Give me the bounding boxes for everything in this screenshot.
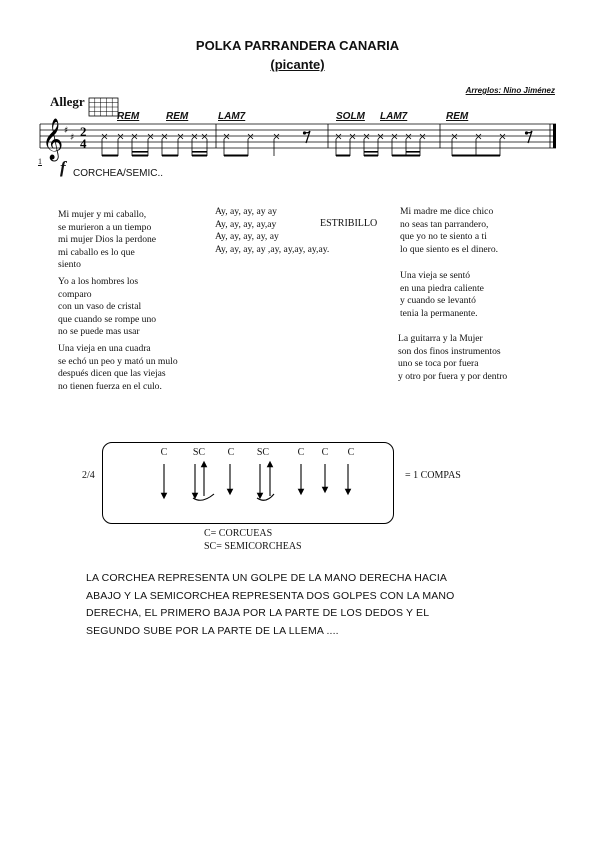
chord-label: SOLM xyxy=(336,111,365,122)
explanation-note: LA CORCHEA REPRESENTA UN GOLPE DE LA MANO DERECHA HACIA ABAJO Y LA SEMICORCHEA REPRESENTA DOS GOLPES CON LA MANO DERECHA, EL PRIMERO BAJA POR LA PARTE DE LOS DEDOS Y EL SEGUNDO SUBE POR LA PARTE DE LA LLEMA .... xyxy=(86,572,455,637)
verse-4: Mi madre me dice chico no seas tan parrandero, que yo no te siento a ti lo que siento es el dinero. xyxy=(400,206,499,255)
verse-5: Una vieja se sentó en una piedra caliente y cuando se levantó tenia la permanente. xyxy=(400,270,484,319)
dynamic-marking: f xyxy=(60,158,66,177)
measure-number: 1 xyxy=(38,157,42,166)
chord-label: LAM7 xyxy=(380,111,408,122)
strum-symbol: C xyxy=(160,447,168,458)
page-title: POLKA PARRANDERA CANARIA xyxy=(195,38,400,53)
chorus: Ay, ay, ay, ay ay Ay, ay, ay, ay,ay Ay, ay, ay, ay, ay Ay, ay, ay, ay ,ay, ay,ay, ay,ay. xyxy=(215,206,330,255)
verse-3: Una vieja en una cuadra se echó un peo y mató un mulo después dicen que las viejas no tienen fuerza en el culo. xyxy=(58,343,178,392)
verse-1: Mi mujer y mi caballo, se murieron a un tiempo mi mujer Dios la perdone mi caballo es lo que siento xyxy=(58,209,157,270)
music-staff xyxy=(36,98,560,178)
tempo-marking: Allegr xyxy=(50,94,85,109)
strum-symbol: C xyxy=(347,447,355,458)
strum-symbol: SC xyxy=(192,447,206,458)
strum-meter: 2/4 xyxy=(82,470,95,481)
chorus-label: ESTRIBILLO xyxy=(320,218,378,229)
chord-label: REM xyxy=(446,111,469,122)
chord-grid-icon xyxy=(89,98,118,116)
strum-symbol: C xyxy=(297,447,305,458)
verse-6: La guitarra y la Mujer son dos finos instrumentos uno se toca por fuera y otro por fuera y por dentro xyxy=(398,333,508,382)
svg-text:2: 2 xyxy=(80,124,87,139)
strum-symbol: SC xyxy=(256,447,270,458)
sharp-icon: ♯ xyxy=(64,126,69,136)
strum-arrows xyxy=(102,442,392,522)
treble-clef-icon: 𝄞 xyxy=(42,119,64,160)
sharp-icon: ♯ xyxy=(70,133,75,143)
page-subtitle: (picante) xyxy=(270,57,325,72)
arranger-credit: Arreglos: Nino Jiménez xyxy=(465,86,555,95)
chord-label: REM xyxy=(117,111,140,122)
chord-label: REM xyxy=(166,111,189,122)
strum-instruction: CORCHEA/SEMIC.. xyxy=(73,168,164,179)
x-noteheads xyxy=(102,134,505,139)
strum-symbol: C xyxy=(321,447,329,458)
strum-symbol: C xyxy=(227,447,235,458)
chord-label: LAM7 xyxy=(218,111,246,122)
verse-2: Yo a los hombres los comparo con un vaso de cristal que cuando se rompe uno no se puede mas usar xyxy=(58,276,157,337)
strum-equals-label: = 1 COMPAS xyxy=(405,470,461,481)
legend: C= CORCUEAS SC= SEMICORCHEAS xyxy=(204,528,302,552)
svg-text:4: 4 xyxy=(80,136,87,151)
